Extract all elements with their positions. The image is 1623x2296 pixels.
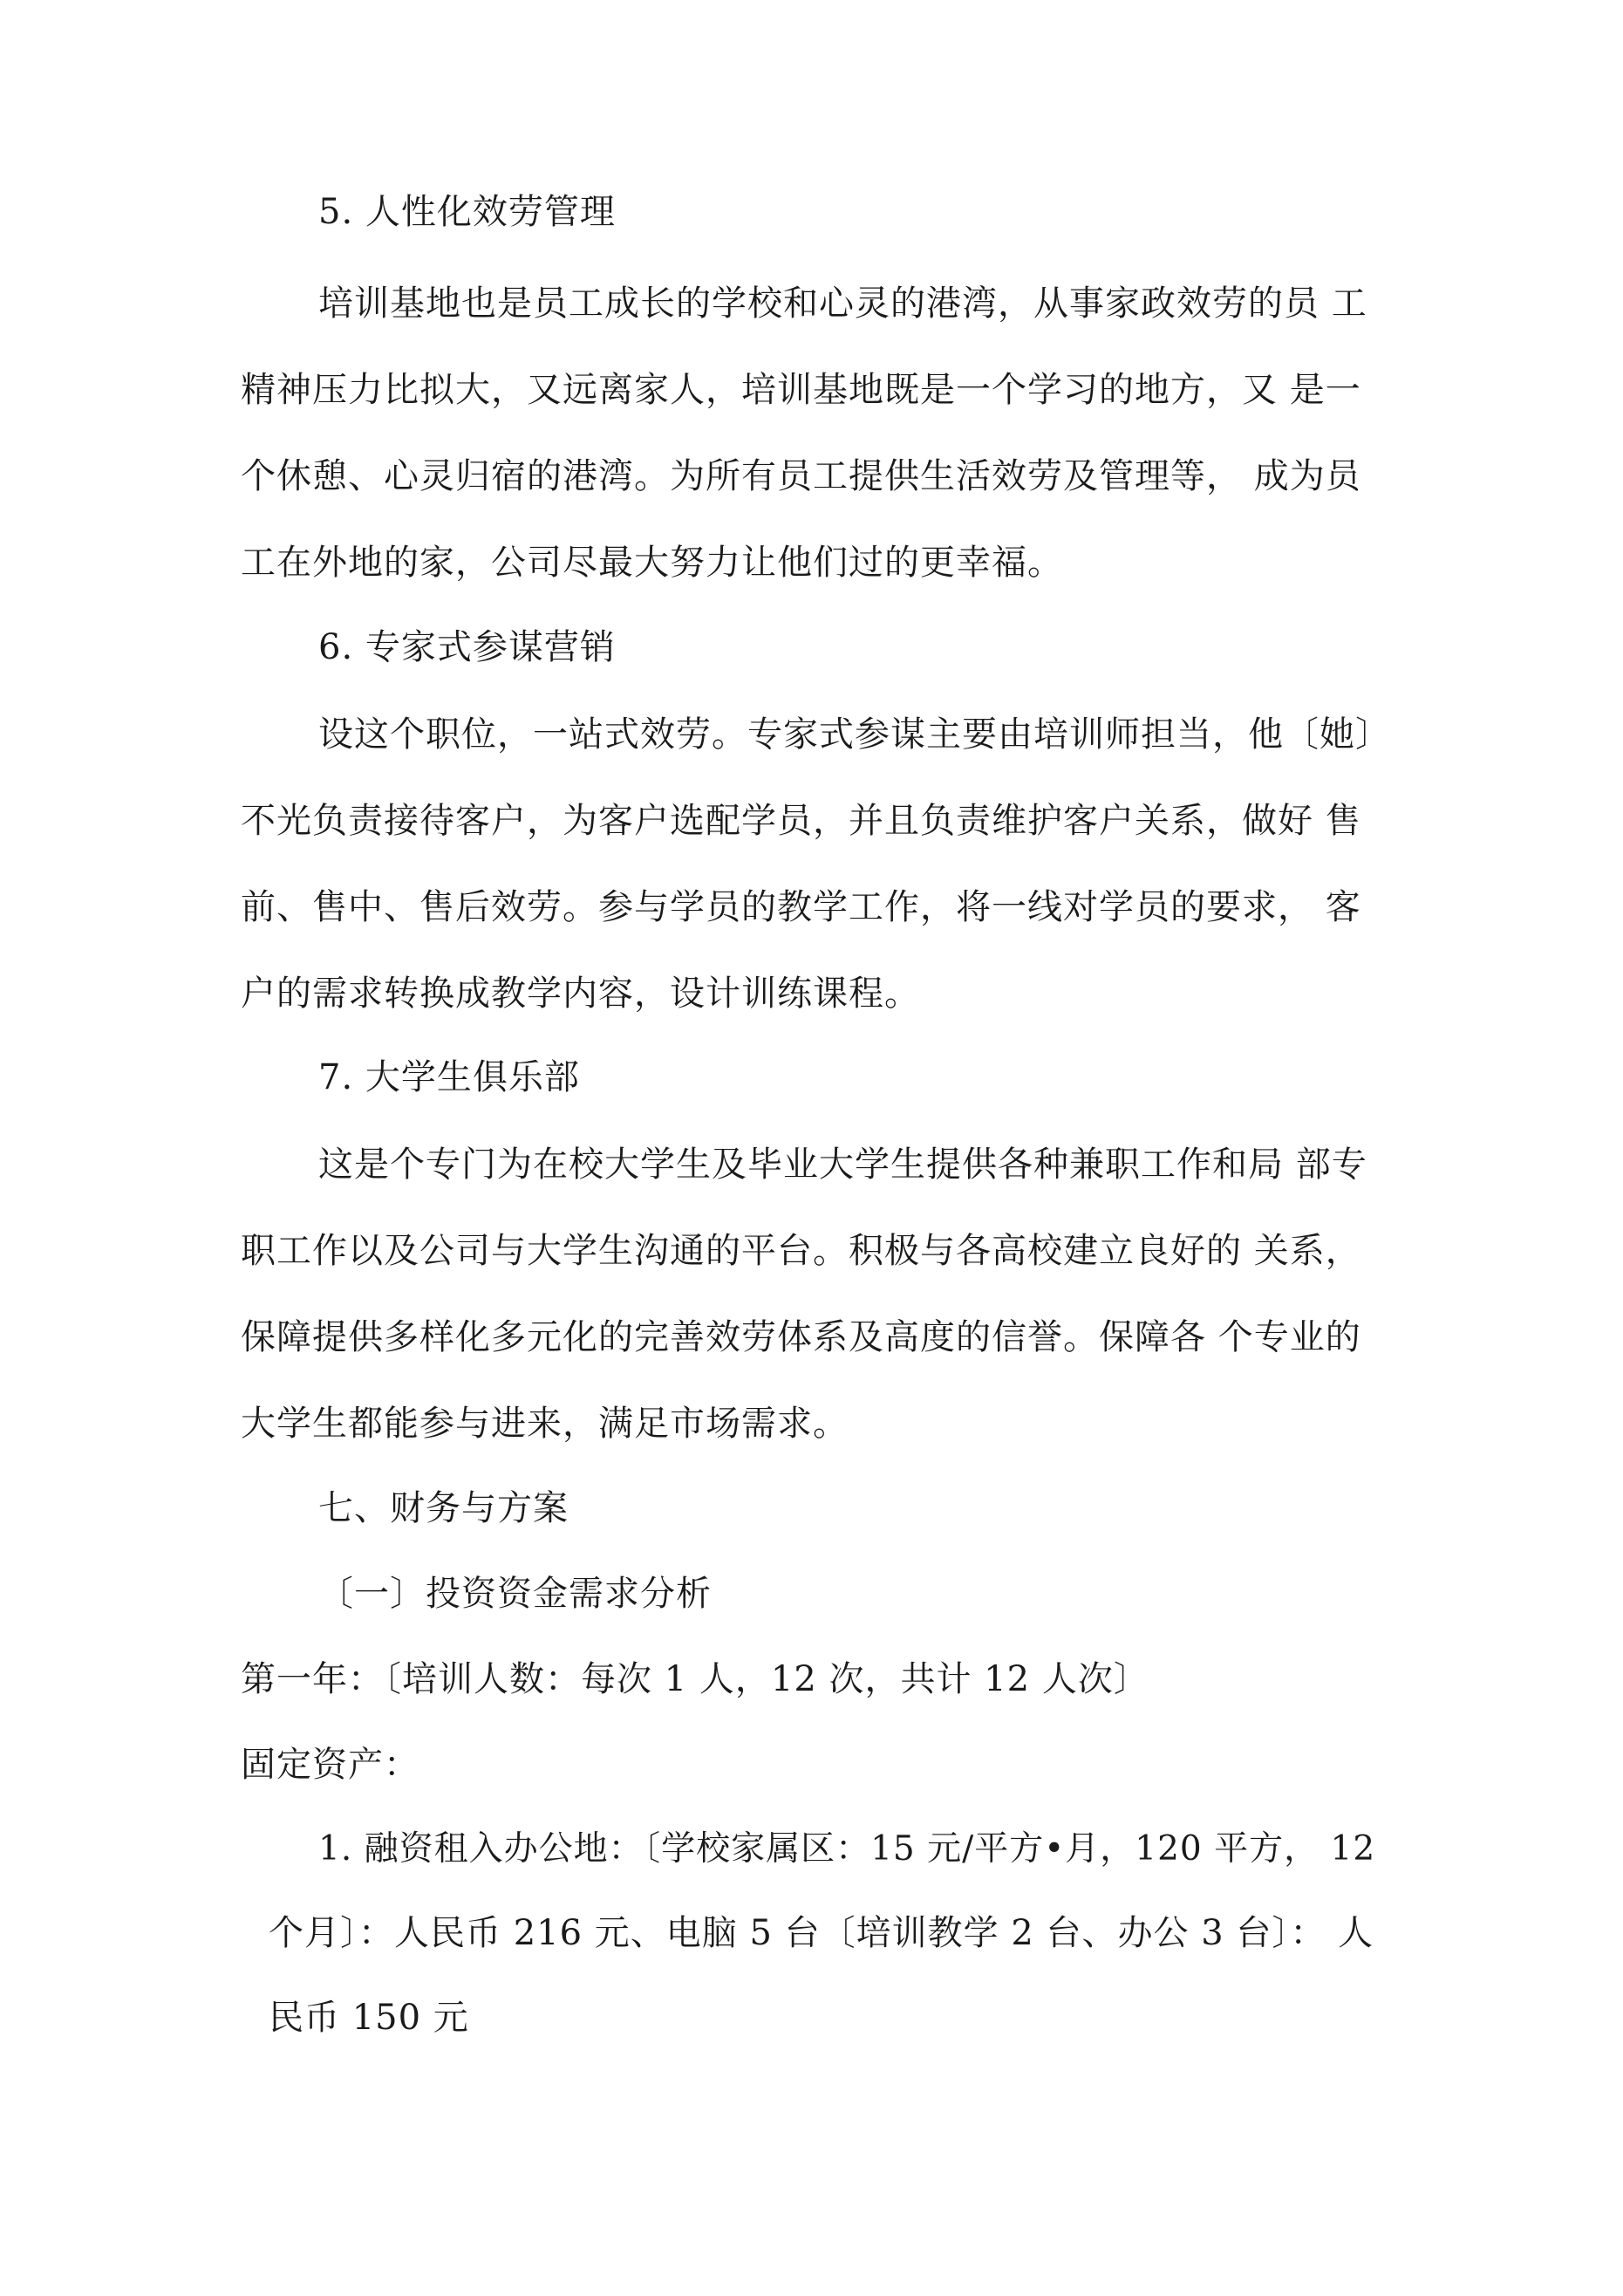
subsection-heading-investment: 〔一〕投资资金需求分析: [318, 1574, 712, 1614]
paragraph-6-line-3: 前、售中、售后效劳。参与学员的教学工作，将一线对学员的要求， 客: [241, 887, 1361, 927]
first-year-line: 第一年：〔培训人数：每次 1 人，12 次，共计 12 人次〕: [241, 1659, 1149, 1699]
paragraph-6-line-1: 设这个职位，一站式效劳。专家式参谋主要由培训师担当，他〔她〕: [318, 714, 1391, 755]
heading-5: 5. 人性化效劳管理: [318, 192, 616, 232]
paragraph-7-line-3: 保障提供多样化多元化的完善效劳体系及高度的信誉。保障各 个专业的: [241, 1317, 1361, 1357]
paragraph-5-line-1: 培训基地也是员工成长的学校和心灵的港湾，从事家政效劳的员 工: [318, 284, 1367, 324]
item-1-line-3: 民币 150 元: [269, 1998, 469, 2038]
paragraph-7-line-2: 职工作以及公司与大学生沟通的平台。积极与各高校建立良好的 关系，: [241, 1231, 1361, 1271]
paragraph-5-line-4: 工在外地的家，公司尽最大努力让他们过的更幸福。: [241, 543, 1063, 583]
paragraph-7-line-4: 大学生都能参与进来，满足市场需求。: [241, 1404, 849, 1444]
paragraph-5-line-3: 个休憩、心灵归宿的港湾。为所有员工提供生活效劳及管理等， 成为员: [241, 456, 1361, 496]
paragraph-5-line-2: 精神压力比拟大，又远离家人，培训基地既是一个学习的地方，又 是一: [241, 370, 1361, 410]
paragraph-6-line-2: 不光负责接待客户，为客户选配学员，并且负责维护客户关系，做好 售: [241, 801, 1361, 841]
fixed-assets-label: 固定资产：: [241, 1745, 419, 1785]
heading-6: 6. 专家式参谋营销: [318, 627, 616, 667]
paragraph-7-line-1: 这是个专门为在校大学生及毕业大学生提供各种兼职工作和局 部专: [318, 1145, 1367, 1185]
section-heading-finance: 七、财务与方案: [318, 1488, 569, 1528]
item-1-line-2: 个月〕：人民币 216 元、电脑 5 台〔培训教学 2 台、办公 3 台〕： 人: [269, 1913, 1374, 1953]
item-1-line-1: 1. 融资租入办公地：〔学校家属区：15 元/平方•月，120 平方， 12: [318, 1829, 1376, 1869]
paragraph-6-line-4: 户的需求转换成教学内容，设计训练课程。: [241, 974, 920, 1014]
heading-7: 7. 大学生俱乐部: [318, 1057, 580, 1097]
